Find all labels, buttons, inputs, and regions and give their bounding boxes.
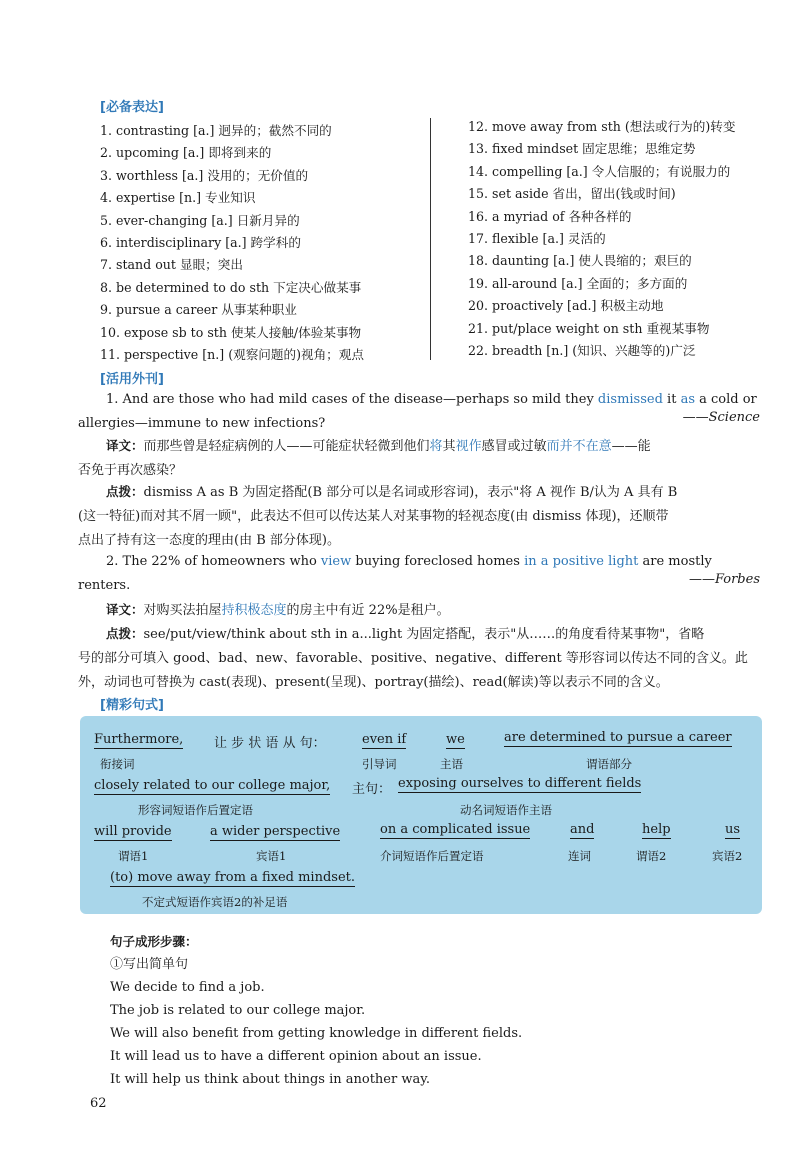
vocab-item: 2. upcoming [a.] 即将到来的: [100, 145, 272, 161]
label-conjunction-and: 连词: [568, 849, 591, 863]
highlight-view: view: [320, 554, 352, 569]
vocab-list-left: [100, 120, 420, 366]
highlight-dismissed: dismissed: [597, 392, 663, 407]
vocab-item: 20. proactively [ad.] 积极主动地: [468, 298, 664, 314]
source-forbes: ——Forbes: [688, 572, 760, 587]
label-connective: 衔接词: [100, 757, 135, 771]
phrase-complicated-issue: on a complicated issue: [380, 822, 531, 837]
example-1-translation: 译文：而那些曾是轻症病例的人——可能症状轻微到他们将其视作感冒或过敏而并不在意——能 否免于再次感染？: [78, 438, 651, 478]
phrase-even-if: even if: [362, 732, 407, 747]
vocab-item: 14. compelling [a.] 令人信服的；有说服力的: [468, 163, 731, 179]
label-predicate-1: 谓语1: [118, 849, 149, 863]
vocab-item: 9. pursue a career 从事某种职业: [100, 302, 297, 318]
phrase-help: help: [642, 822, 671, 837]
vocab-item: 7. stand out 显眼；突出: [100, 257, 243, 273]
example-2-sentence: 2. The 22% of homeowners who view buying foreclosed homes in a positive light are mostly renters.: [78, 554, 712, 593]
vocab-item: 12. move away from sth (想法或行为的)转变: [468, 119, 736, 134]
phrase-furthermore: Furthermore,: [94, 732, 184, 747]
label-main-clause: 主句：: [352, 782, 392, 797]
label-predicate-2: 谓语2: [636, 849, 667, 863]
vocab-item: 6. interdisciplinary [a.] 跨学科的: [100, 235, 301, 251]
phrase-will-provide: will provide: [94, 824, 172, 839]
step-line: We will also benefit from getting knowledge in different fields.: [110, 1026, 523, 1041]
example-1-sentence: 1. And are those who had mild cases of the disease—perhaps so mild they dismissed it as a cold or allergies—immune to new infections?: [78, 392, 757, 431]
section-head-pattern: [精彩句式]: [100, 698, 164, 713]
vocab-item: 19. all-around [a.] 全面的；多方面的: [468, 275, 688, 291]
section-head-usage: [活用外刊]: [100, 372, 164, 387]
label-object-2: 宾语2: [712, 849, 743, 863]
vocab-item: 11. perspective [n.] (观察问题的)视角；观点: [100, 347, 364, 363]
vocab-item: 5. ever-changing [a.] 日新月异的: [100, 212, 300, 228]
phrase-us: us: [725, 822, 741, 837]
highlight-as: as: [680, 392, 695, 407]
vocab-item: 8. be determined to do sth 下定决心做某事: [100, 279, 362, 295]
section-head-vocab: [必备表达]: [100, 100, 164, 115]
phrase-closely-related: closely related to our college major,: [94, 778, 331, 793]
step-line: It will lead us to have a different opinion about an issue.: [110, 1049, 482, 1064]
vocab-item: 21. put/place weight on sth 重视某事物: [468, 320, 710, 336]
label-subject: 主语: [440, 757, 463, 771]
sentence-analysis-box: [80, 716, 762, 914]
phrase-are-determined: are determined to pursue a career: [504, 730, 732, 745]
vocab-item: 16. a myriad of 各种各样的: [468, 208, 632, 224]
vocab-item: 17. flexible [a.] 灵活的: [468, 231, 606, 247]
page-number: 62: [90, 1096, 107, 1111]
phrase-exposing: exposing ourselves to different fields: [398, 776, 642, 791]
label-prep-phrase: 介词短语作后置定语: [380, 849, 484, 863]
source-science: ——Science: [682, 410, 760, 425]
step-line: The job is related to our college major.: [110, 1003, 366, 1018]
step-line: We decide to find a job.: [110, 980, 265, 995]
vocab-item: 10. expose sb to sth 使某人接触/体验某事物: [100, 324, 362, 340]
vocab-item: 1. contrasting [a.] 迥异的；截然不同的: [100, 123, 332, 138]
label-concession-clause: 让 步 状 语 从 句：: [214, 736, 326, 751]
phrase-move-away: (to) move away from a fixed mindset.: [110, 870, 356, 885]
step-line: It will help us think about things in another way.: [110, 1072, 430, 1087]
example-2-tip: 点拨：see/put/view/think about sth in a...light 为固定搭配，表示"从……的角度看待某事物"，省略 号的部分可填入 good、bad、new、favorable、positive、negative、different 等形容词以传达不同的含义。此 外，动词也可替换为 cast(表现)、present(呈现)、portray(描绘)、read(解读)等以表示不同的含义。: [78, 626, 748, 690]
steps-subtitle: ①写出简单句: [110, 957, 189, 972]
vocab-item: 13. fixed mindset 固定思维；思维定势: [468, 141, 696, 157]
highlight-positive-light: in a positive light: [524, 554, 639, 569]
vocab-item: 15. set aside 省出，留出(钱或时间): [468, 186, 676, 202]
vocab-item: 4. expertise [n.] 专业知识: [100, 190, 256, 206]
phrase-we: we: [446, 732, 465, 747]
tip-label: 点拨：: [106, 484, 144, 499]
label-conjunction: 引导词: [362, 757, 397, 771]
label-infinitive-complement: 不定式短语作宾语2的补足语: [142, 895, 288, 909]
vocab-list-right: [468, 116, 798, 362]
vocab-item: 18. daunting [a.] 使人畏缩的；艰巨的: [468, 253, 692, 269]
label-gerund-subject: 动名词短语作主语: [460, 803, 552, 817]
phrase-wider-perspective: a wider perspective: [210, 824, 341, 839]
vocab-item: 3. worthless [a.] 没用的；无价值的: [100, 167, 309, 183]
example-1-tip: 点拨：dismiss A as B 为固定搭配(B 部分可以是名词或形容词)，表示"将 A 视作 B/认为 A 具有 B (这一特征)而对其不屑一顾"，此表达不但可以传达某人对某事物的轻视态度(由 dismiss 体现)，还顺带 点出了持有这一态度的理由(由 B 部分体现)。: [78, 484, 678, 548]
sentence-steps: [110, 930, 522, 1091]
phrase-and: and: [570, 822, 595, 837]
steps-title: 句子成形步骤：: [110, 934, 198, 949]
example-2-translation: 译文：对购买法拍屋持积极态度的房主中有近 22%是租户。: [106, 602, 450, 618]
column-divider: [430, 118, 431, 360]
label-adj-phrase: 形容词短语作后置定语: [138, 803, 253, 817]
label-predicate-part: 谓语部分: [586, 757, 632, 771]
label-object-1: 宾语1: [256, 849, 287, 863]
vocab-item: 22. breadth [n.] (知识、兴趣等的)广泛: [468, 343, 696, 359]
translation-label: 译文：: [106, 438, 144, 453]
